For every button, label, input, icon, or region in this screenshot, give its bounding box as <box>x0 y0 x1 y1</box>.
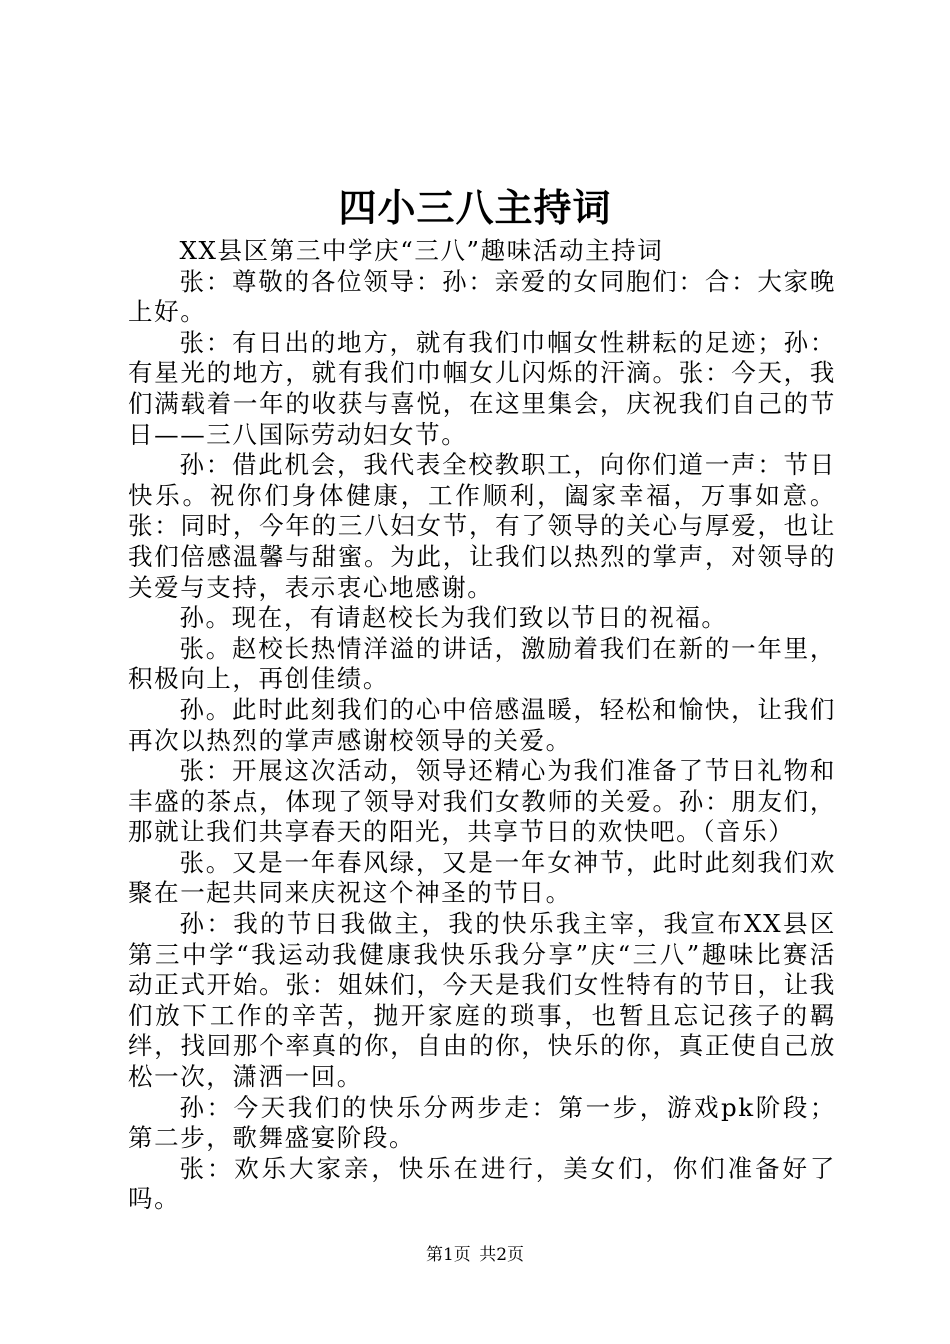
paragraph: 孙：我的节日我做主，我的快乐我主宰，我宣布XX县区第三中学“我运动我健康我快乐我分享”庆“三八”趣味比赛活动正式开始。张：姐妹们，今天是我们女性特有的节日，让我们放下工作的辛苦，抛开家庭的琐事，也暂且忘记孩子的羁绊，找回那个率真的你，自由的你，快乐的你，真正使自己放松一次，潇洒一回。 <box>128 909 836 1092</box>
document-body <box>128 236 836 1215</box>
paragraph: 张。又是一年春风绿，又是一年女神节，此时此刻我们欢聚在一起共同来庆祝这个神圣的节日。 <box>128 847 836 908</box>
paragraph: 张：欢乐大家亲，快乐在进行，美女们，你们准备好了吗。 <box>128 1153 836 1214</box>
paragraph: 孙：今天我们的快乐分两步走：第一步，游戏pk阶段；第二步，歌舞盛宴阶段。 <box>128 1092 836 1153</box>
paragraph: 张。赵校长热情洋溢的讲话，激励着我们在新的一年里，积极向上，再创佳绩。 <box>128 633 836 694</box>
paragraph: 张：尊敬的各位领导：孙：亲爱的女同胞们：合：大家晚上好。 <box>128 266 836 327</box>
paragraph: 孙：借此机会，我代表全校教职工，向你们道一声：节日快乐。祝你们身体健康，工作顺利，阖家幸福，万事如意。张：同时，今年的三八妇女节，有了领导的关心与厚爱，也让我们倍感温馨与甜蜜。为此，让我们以热烈的掌声，对领导的关爱与支持，表示衷心地感谢。 <box>128 450 836 602</box>
paragraph: 张：有日出的地方，就有我们巾帼女性耕耘的足迹；孙：有星光的地方，就有我们巾帼女儿闪烁的汗滴。张：今天，我们满载着一年的收获与喜悦，在这里集会，庆祝我们自己的节日——三八国际劳动妇女节。 <box>128 327 836 449</box>
page-number-footer: 第1页 共2页 <box>425 1245 525 1265</box>
paragraph: 孙。此时此刻我们的心中倍感温暖，轻松和愉快，让我们再次以热烈的掌声感谢校领导的关爱。 <box>128 694 836 755</box>
document-title: 四小三八主持词 <box>338 185 612 230</box>
paragraph-heading: XX县区第三中学庆“三八”趣味活动主持词 <box>179 236 664 265</box>
paragraph: 孙。现在，有请赵校长为我们致以节日的祝福。 <box>179 603 728 633</box>
paragraph: 张：开展这次活动，领导还精心为我们准备了节日礼物和丰盛的茶点，体现了领导对我们女教师的关爱。孙：朋友们，那就让我们共享春天的阳光，共享节日的欢快吧。（音乐） <box>128 756 836 847</box>
